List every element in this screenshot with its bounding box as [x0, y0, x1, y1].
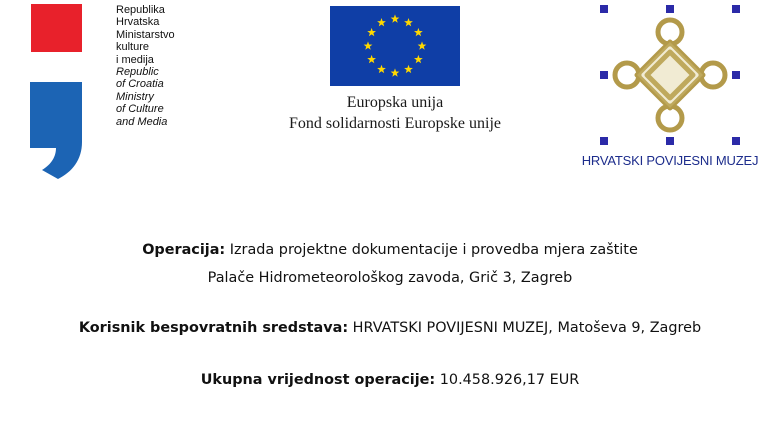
eu-fund-name: Fond solidarnosti Europske unije [289, 115, 501, 132]
operation-line-1 [0, 242, 780, 258]
ministry-name-en-line: and Media [116, 115, 168, 128]
total-value-label: Ukupna vrijednost operacije: [200, 372, 436, 388]
ministry-name-en-line: of Croatia [116, 78, 164, 91]
croatia-red-square-icon [31, 4, 82, 52]
ministry-name-en-line: Ministry [116, 90, 154, 103]
total-value-text: 10.458.926,17 EUR [439, 372, 580, 388]
ministry-name-line: Republika [116, 4, 165, 16]
ministry-name-line: Ministarstvo [116, 28, 175, 41]
ministry-name-line: i medija [116, 53, 154, 66]
operation-line-2: Palače Hidrometeorološkog zavoda, Grič 3, Zagreb [207, 270, 573, 286]
ministry-logo [0, 0, 180, 185]
operation-text: Izrada projektne dokumentacije i provedba mjera zaštite [229, 242, 638, 258]
eu-name: Europska unija [346, 94, 444, 111]
beneficiary-text: HRVATSKI POVIJESNI MUZEJ, Matoševa 9, Zagreb [352, 320, 702, 336]
ministry-name-en-line: Republic [116, 66, 159, 79]
beneficiary-line [0, 320, 780, 336]
museum-emblem-icon [595, 0, 745, 150]
museum-name: HRVATSKI POVIJESNI MUZEJ [581, 153, 759, 168]
ministry-name-line: Hrvatska [116, 16, 160, 29]
eu-caption [240, 92, 550, 134]
croatia-comma-icon [28, 80, 88, 180]
operation-label: Operacija: [142, 242, 226, 258]
ministry-name [116, 4, 175, 128]
ministry-name-line: kulture [116, 41, 150, 54]
eu-flag-icon [330, 6, 460, 86]
ministry-name-en-line: of Culture [116, 103, 164, 116]
beneficiary-label: Korisnik bespovratnih sredstava: [78, 320, 349, 336]
total-value-line [0, 372, 780, 388]
